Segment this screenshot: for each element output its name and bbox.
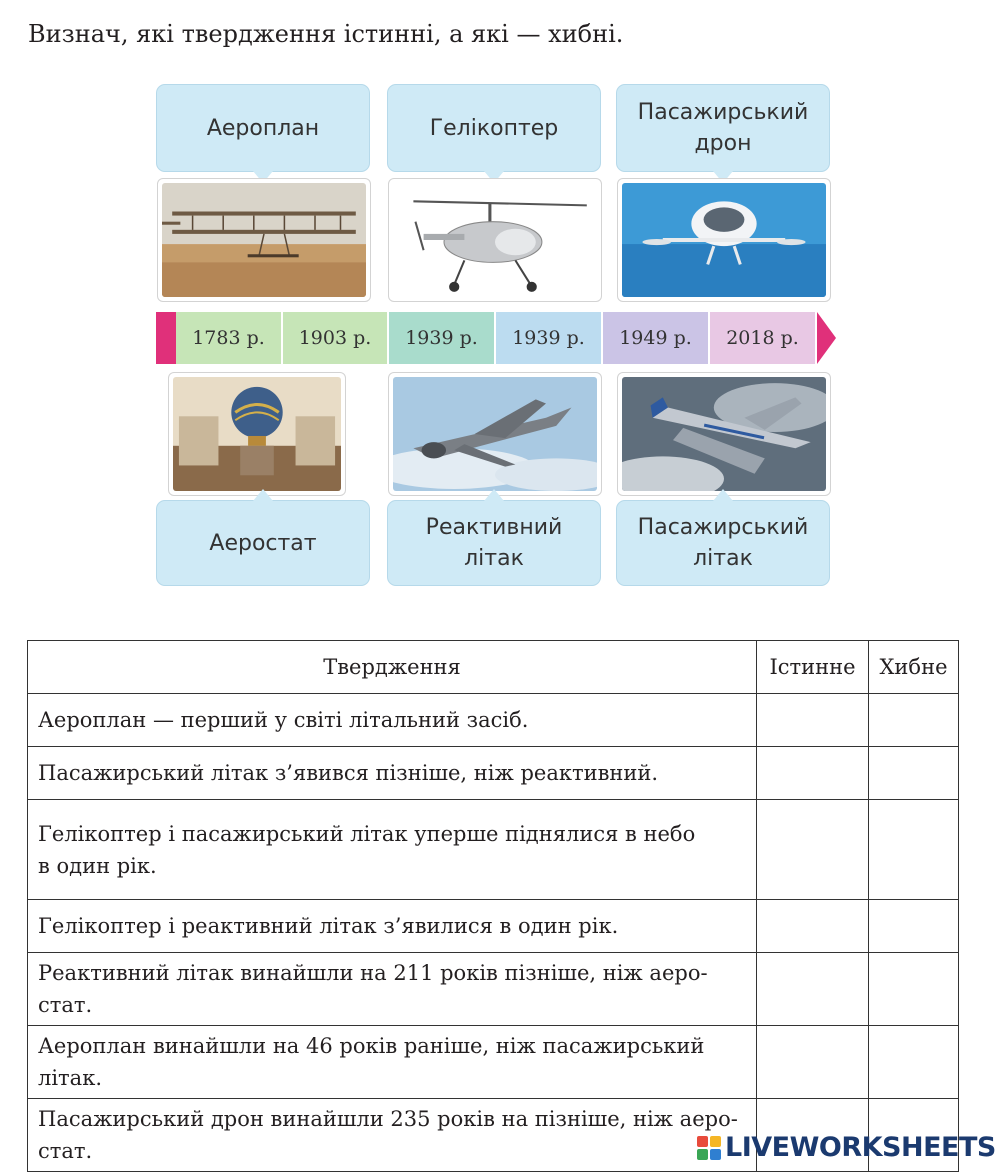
table-row (28, 694, 959, 747)
table-row (28, 747, 959, 800)
true-answer-cell[interactable] (757, 900, 869, 953)
passenger-drone-image (617, 178, 831, 302)
jet-plane-image (388, 372, 602, 496)
statement-text: Гелікоптер і пасажирський літак уперше піднялися в небо в один рік. (28, 800, 757, 900)
timeline-year-1939-b: 1939 р. (496, 312, 603, 364)
timeline-start-cap (156, 312, 176, 364)
true-answer-cell[interactable] (757, 800, 869, 900)
statement-text: Пасажирський літак з’явився пізніше, ніж реактивний. (28, 747, 757, 800)
label-helicopter: Гелікоптер (387, 84, 601, 172)
timeline-year-1949: 1949 р. (603, 312, 710, 364)
false-answer-cell[interactable] (869, 747, 959, 800)
statement-text: Пасажирський дрон винайшли 235 років на пізніше, ніж аеро- стат. (28, 1099, 757, 1172)
table-row (28, 1026, 959, 1099)
header-true: Істинне (757, 641, 869, 694)
false-answer-cell[interactable] (869, 953, 959, 1026)
watermark-text: LIVEWORKSHEETS (725, 1132, 996, 1163)
table-header-row (28, 641, 959, 694)
header-statement: Твердження (28, 641, 757, 694)
task-instruction: Визнач, які твердження істинні, а які — хибні. (28, 20, 624, 48)
statement-text: Аероплан — перший у світі літальний засіб. (28, 694, 757, 747)
airplane-image (157, 178, 371, 302)
false-answer-cell[interactable] (869, 900, 959, 953)
balloon-image (168, 372, 346, 496)
statement-text: Гелікоптер і реактивний літак з’явилися в один рік. (28, 900, 757, 953)
statement-text: Реактивний літак винайшли на 211 років пізніше, ніж аеро- стат. (28, 953, 757, 1026)
timeline-year-1903: 1903 р. (283, 312, 389, 364)
label-airplane: Аероплан (156, 84, 370, 172)
liveworksheets-logo-icon (697, 1136, 721, 1160)
true-answer-cell[interactable] (757, 694, 869, 747)
helicopter-image (388, 178, 602, 302)
true-answer-cell[interactable] (757, 1026, 869, 1099)
timeline-year-1939-a: 1939 р. (389, 312, 496, 364)
statement-text: Аероплан винайшли на 46 років раніше, ніж пасажирський літак. (28, 1026, 757, 1099)
table-row (28, 900, 959, 953)
statements-table (27, 640, 959, 1172)
liveworksheets-watermark (697, 1132, 996, 1163)
timeline-year-1783: 1783 р. (176, 312, 283, 364)
passenger-plane-image (617, 372, 831, 496)
false-answer-cell[interactable] (869, 800, 959, 900)
false-answer-cell[interactable] (869, 694, 959, 747)
true-answer-cell[interactable] (757, 953, 869, 1026)
label-passenger-plane: Пасажирський літак (616, 500, 830, 586)
false-answer-cell[interactable] (869, 1026, 959, 1099)
label-jet-plane: Реактивний літак (387, 500, 601, 586)
label-balloon: Аеростат (156, 500, 370, 586)
true-answer-cell[interactable] (757, 747, 869, 800)
table-row (28, 800, 959, 900)
timeline-year-2018: 2018 р. (710, 312, 817, 364)
header-false: Хибне (869, 641, 959, 694)
timeline (156, 312, 836, 364)
timeline-arrow-icon (817, 312, 836, 364)
table-row (28, 953, 959, 1026)
label-passenger-drone: Пасажирський дрон (616, 84, 830, 172)
